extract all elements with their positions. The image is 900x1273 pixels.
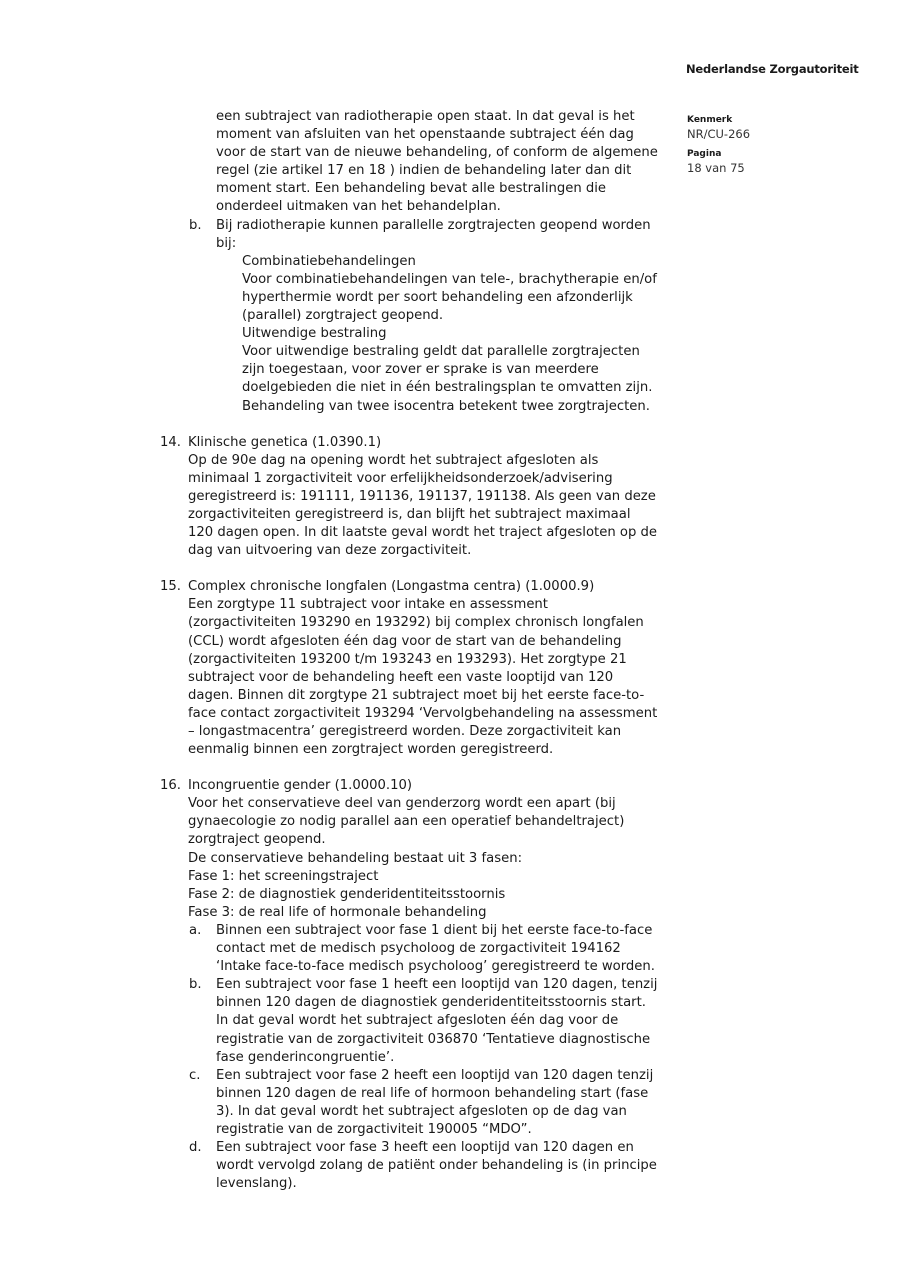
list-marker: c. (189, 1067, 201, 1083)
text-line: zorgtraject geopend. (188, 832, 326, 848)
text-line: fase genderincongruentie’. (216, 1049, 395, 1065)
text-line: eenmalig binnen een zorgtraject worden geregistreerd. (188, 742, 554, 758)
text-line: Binnen een subtraject voor fase 1 dient bij het eerste face-to-face (216, 922, 653, 938)
list-item-b (160, 217, 690, 416)
text-line: In dat geval wordt het subtraject afgesloten één dag voor de (216, 1013, 619, 1029)
subheading-combinatie: Combinatiebehandelingen (242, 253, 416, 269)
section-number: 16. (160, 778, 181, 794)
text-line: ‘Intake face-to-face medisch psycholoog’ geregistreerd te worden. (216, 959, 655, 975)
subitem-b (160, 976, 690, 1066)
subheading-uitwendig: Uitwendige bestraling (242, 326, 387, 342)
text-line: Behandeling van twee isocentra betekent twee zorgtrajecten. (242, 398, 650, 414)
section-15 (160, 578, 690, 759)
text-line: 120 dagen open. In dit laatste geval wordt het traject afgesloten op de (188, 525, 657, 541)
text-line: een subtraject van radiotherapie open staat. In dat geval is het (216, 109, 635, 124)
text-line: – longastmacentra’ geregistreerd worden. Deze zorgactiviteit kan (188, 724, 622, 739)
text-line: gynaecologie zo nodig parallel aan een operatief behandeltraject) (188, 814, 625, 830)
pagina-value: 18 van 75 (687, 161, 745, 175)
section-number: 15. (160, 579, 181, 595)
text-line: wordt vervolgd zolang de patiënt onder behandeling is (in principe (216, 1158, 657, 1174)
text-line: Voor het conservatieve deel van genderzorg wordt een apart (bij (188, 796, 616, 812)
text-line: dag van uitvoering van deze zorgactiviteit. (188, 543, 472, 559)
text-line: moment start. Een behandeling bevat alle bestralingen die (216, 181, 607, 197)
document-meta (687, 114, 750, 176)
text-line: Fase 1: het screeningstraject (188, 868, 379, 884)
organization-name: Nederlandse Zorgautoriteit (686, 62, 859, 76)
text-line: doelgebieden die niet in één bestralingsplan te omvatten zijn. (242, 380, 653, 396)
text-line: Een subtraject voor fase 2 heeft een looptijd van 120 dagen tenzij (216, 1067, 654, 1083)
list-marker: b. (189, 217, 202, 233)
kenmerk-label: Kenmerk (687, 115, 733, 125)
text-line: onderdeel uitmaken van het behandelplan. (216, 199, 501, 215)
text-line: (zorgactiviteiten 193290 en 193292) bij complex chronisch longfalen (188, 615, 644, 631)
kenmerk-value: NR/CU-266 (687, 127, 751, 141)
intro-continuation (160, 108, 690, 217)
text-line: Fase 2: de diagnostiek genderidentiteitsstoornis (188, 886, 506, 902)
text-line: Voor combinatiebehandelingen van tele-, brachytherapie en/of (242, 271, 657, 287)
text-line: zijn toegestaan, voor zover er sprake is van meerdere (242, 362, 599, 378)
text-line: binnen 120 dagen de diagnostiek genderidentiteitsstoornis start. (216, 995, 646, 1011)
text-line: geregistreerd is: 191111, 191136, 191137, 191138. Als geen van deze (188, 488, 656, 504)
text-line: face contact zorgactiviteit 193294 ‘Vervolgbehandeling na assessment (188, 705, 658, 721)
text-line: subtraject voor de behandeling heeft een vaste looptijd van 120 (188, 669, 614, 685)
text-line: Voor uitwendige bestraling geldt dat parallelle zorgtrajecten (242, 344, 640, 360)
text-line: registratie van de zorgactiviteit 036870 ‘Tentatieve diagnostische (216, 1031, 651, 1047)
text-line: hyperthermie wordt per soort behandeling een afzonderlijk (242, 289, 633, 305)
text-line: moment van afsluiten van het openstaande subtraject één dag (216, 127, 634, 143)
document-body (160, 108, 690, 1193)
text-line: Bij radiotherapie kunnen parallelle zorgtrajecten geopend worden (216, 217, 651, 233)
section-16 (160, 777, 690, 1193)
list-marker: a. (189, 922, 202, 938)
text-line: voor de start van de nieuwe behandeling, of conform de algemene (216, 145, 658, 161)
list-marker: b. (189, 977, 202, 993)
section-title: Klinische genetica (1.0390.1) (188, 434, 382, 450)
text-line: (CCL) wordt afgesloten één dag voor de start van de behandeling (188, 633, 622, 649)
text-line: dagen. Binnen dit zorgtype 21 subtraject moet bij het eerste face-to- (188, 687, 645, 703)
text-line: Fase 3: de real life of hormonale behandeling (188, 904, 487, 920)
section-title: Incongruentie gender (1.0000.10) (188, 778, 413, 794)
text-line: registratie van de zorgactiviteit 190005 “MDO”. (216, 1121, 532, 1137)
text-line: (parallel) zorgtraject geopend. (242, 308, 444, 324)
subitem-a (160, 922, 690, 976)
text-line: contact met de medisch psycholoog de zorgactiviteit 194162 (216, 941, 621, 957)
text-line: De conservatieve behandeling bestaat uit 3 fasen: (188, 850, 523, 866)
text-line: bij: (216, 235, 237, 251)
text-line: (zorgactiviteiten 193200 t/m 193243 en 193293). Het zorgtype 21 (188, 651, 627, 667)
section-number: 14. (160, 434, 181, 450)
text-line: Op de 90e dag na opening wordt het subtraject afgesloten als (188, 452, 599, 468)
section-14 (160, 434, 690, 561)
text-line: minimaal 1 zorgactiviteit voor erfelijkheidsonderzoek/advisering (188, 470, 613, 486)
subitem-d (160, 1139, 690, 1193)
subitem-c (160, 1067, 690, 1139)
text-line: 3). In dat geval wordt het subtraject afgesloten op de dag van (216, 1103, 627, 1119)
text-line: levenslang). (216, 1176, 297, 1192)
text-line: regel (zie artikel 17 en 18 ) indien de behandeling later dan dit (216, 163, 632, 179)
list-marker: d. (189, 1140, 202, 1156)
text-line: zorgactiviteiten geregistreerd is, dan blijft het subtraject maximaal (188, 506, 631, 522)
text-line: Een subtraject voor fase 1 heeft een looptijd van 120 dagen, tenzij (216, 977, 658, 993)
text-line: Een subtraject voor fase 3 heeft een looptijd van 120 dagen en (216, 1140, 634, 1156)
text-line: binnen 120 dagen de real life of hormoon behandeling start (fase (216, 1085, 649, 1101)
section-title: Complex chronische longfalen (Longastma centra) (1.0000.9) (188, 579, 595, 595)
text-line: Een zorgtype 11 subtraject voor intake en assessment (188, 597, 548, 613)
pagina-label: Pagina (687, 149, 722, 159)
